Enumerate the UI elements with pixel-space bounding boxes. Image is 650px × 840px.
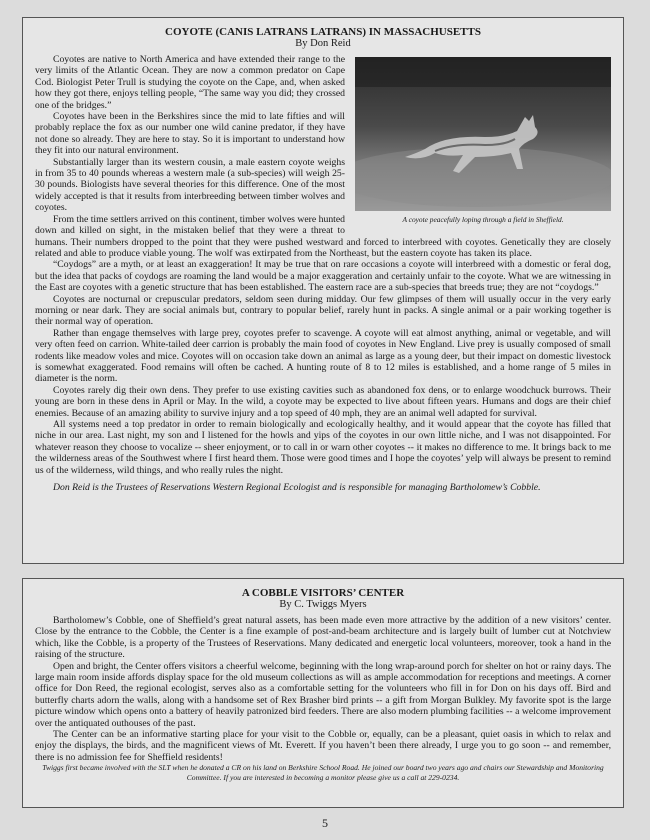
- author-credit: Don Reid is the Trustees of Reservations Western Regional Ecologist and is responsible for managing Bartholomew’s Cobble.: [53, 482, 541, 494]
- paragraph: Coyotes rarely dig their own dens. They prefer to use existing cavities such as abandoned fox dens, or to enlarge woodchuck burrows. Their young are born in these dens in April or May. In the wild, a coyote may be expected to live about fifteen years. Humans and dogs are their chief enemies. Because of an amazing ability to survive injury and a top speed of 40 mph, they are an animal well adapted for survival.: [35, 384, 611, 419]
- coyote-article: [22, 17, 624, 564]
- paragraph: The Center can be an informative starting place for your visit to the Cobble or, equally, can be a pleasant, quiet oasis in which to relax and enjoy the displays, the birds, and the magnificent views of Mt. Everett. If you haven’t been there already, I urge you to go soon -- and remember, there is no admission fee for Sheffield residents!: [35, 729, 611, 763]
- paragraph: Coyotes are nocturnal or crepuscular predators, seldom seen during midday. Our few glimpses of them will usually occur in the very early morning or near dark. They are social animals but, contrary to popular belief, rarely hunt in packs. A single animal or a pair working together is their normal way of operation.: [35, 293, 611, 328]
- coyote-photo-figure: [355, 57, 611, 224]
- photo-caption: A coyote peacefully loping through a field in Sheffield.: [402, 215, 564, 224]
- author-note: Twiggs first became involved with the SLT when he donated a CR on his land on Berkshire School Road. He joined our board two years ago and chairs our Stewardship and Monitoring Committee. If you are interested in becoming a monitor please give us a call at 229-0234.: [42, 763, 604, 782]
- paragraph: Coyotes are native to North America and have extended their range to the very limits of the Atlantic Ocean. They are now a common predator on Cape Cod. Biologist Peter Trull is studying the coyote on the Cape, and, when asked how they got there, enjoys telling people, “The same way you did; they crossed one of the bridges.”: [35, 54, 345, 111]
- paragraph: All systems need a top predator in order to remain biologically and ecologically healthy, and it would appear that the coyote has filled that niche in our area. Last night, my son and I listened for the howls and yips of the coyotes in our own little niche, and I was not disappointed. For whatever reason they choose to vocalize -- sheer enjoyment, or to call in or warn other coyotes -- it makes no difference to me. It brings back to me the wilderness areas of the Southwest where I first heard them. Those were good times and I hope the coyotes’ yelp will always be present to remind us of the wilderness, wild things, and who really rules the night.: [35, 419, 611, 476]
- article-title: COYOTE (CANIS LATRANS LATRANS) IN MASSACHUSETTS: [165, 26, 481, 38]
- page-number: 5: [322, 816, 328, 830]
- article-byline: By Don Reid: [295, 38, 351, 49]
- paragraph: From the time settlers arrived on this continent, timber wolves were hunted down and killed on sight, in the mistaken belief that they were a threat to humans. Their numbers dropped to the point that they were pushed westward and forced to interbreed with coyotes. Genetically they are closely related and able to produce viable young. The wolf was extirpated from the Northeast, but the eastern coyote has taken its place.: [35, 213, 611, 259]
- article-title: A COBBLE VISITORS’ CENTER: [241, 587, 405, 599]
- paragraph: Bartholomew’s Cobble, one of Sheffield’s great natural assets, has been made even more attractive by the addition of a new visitors’ center. Close by the entrance to the Cobble, the Center is a fine example of post-and-beam architecture and is largely built of lumber cut at Notchview which, like the Cobble, is a property of the Trustees of Reservations. Many dedicated and energetic local volunteers, moreover, took a hand in the raising of the structure.: [35, 615, 611, 661]
- paragraph: Rather than engage themselves with large prey, coyotes prefer to scavenge. A coyote will eat almost anything, animal or vegetable, and will very often feed on carrion. White-tailed deer carrion is probably the main food of coyotes in New England. Live prey is usually composed of small rodents like meadow voles and mice. Coyotes will on occasion take down an animal as large as a young deer, but their impact on domestic livestock is somewhat exaggerated. Food remains will often be cached. A hunting route of 8 to 12 miles is established, and a home range of 5 miles in diameter is the norm.: [35, 327, 611, 385]
- visitors-center-article: [22, 578, 624, 808]
- paragraph: Coyotes have been in the Berkshires since the mid to late fifties and will probably replace the fox as our number one wild canine predator, if they have not done so already. They are here to stay. So it is important to understand how they fit into our natural environment.: [35, 111, 345, 157]
- coyote-photo: [355, 57, 611, 211]
- paragraph: Substantially larger than its western cousin, a male eastern coyote weighs in from 35 to 40 pounds whereas a western male (a sub-species) will weigh 25-30 pounds. Biologists have several theories for this difference. One of the most widely accepted is that it results from interbreeding between timber wolves and coyotes.: [35, 156, 345, 214]
- paragraph: Open and bright, the Center offers visitors a cheerful welcome, beginning with the long wrap-around porch for shelter on hot or rainy days. The large main room inside affords display space for the old museum collections as will as ample accommodation for receptions and meetings. A corner office for Don Reed, the regional ecologist, serves also as a comfortable setting for the volunteers who fill in for Don on his days off. Bird and butterfly charts adorn the walls, along with a handsome set of Rex Brasher bird prints -- a gift from Morgan Bulkley. My favorite spot is the large picture window which opens onto a battery of heavily patronized bird feeders. There are also modern plumbing facilities -- a welcome improvement over the antiquated outhouses of the past.: [35, 660, 611, 729]
- article-byline: By C. Twiggs Myers: [279, 599, 367, 610]
- paragraph: “Coydogs” are a myth, or at least an exaggeration! It may be true that on rare occasions a coyote will interbreed with a domestic or feral dog, but the idea that packs of coydogs are roaming the land would be a major exaggeration and certainly unfair to the coyote. What we are witnessing in the East are coyotes with a genetic structure that has been established. The eastern race are a sub-species that breeds true; they are not “coydogs.”: [35, 259, 611, 294]
